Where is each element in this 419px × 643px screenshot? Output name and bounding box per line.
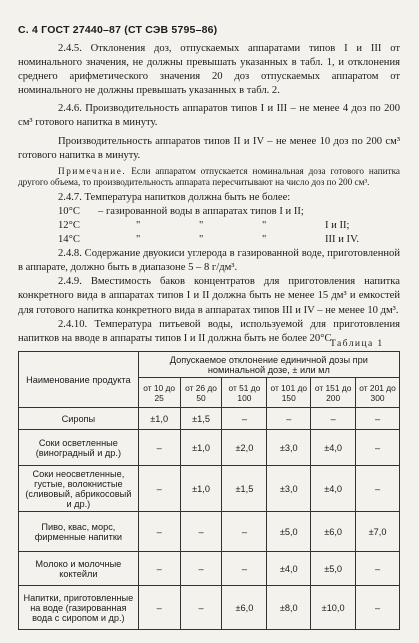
column-header-range: от 10 до 25 bbox=[138, 378, 180, 408]
deviation-cell: – bbox=[356, 466, 400, 512]
paragraph-2-4-6b: Производительность аппаратов типов II и IV – не менее 10 доз по 200 см³ готового напитка в минуту. bbox=[18, 135, 400, 161]
product-name: Пиво, квас, морс, фирменные напитки bbox=[19, 512, 139, 552]
column-header-range: от 51 до 100 bbox=[222, 378, 267, 408]
table-row bbox=[19, 430, 400, 466]
deviation-cell: ±3,0 bbox=[267, 430, 311, 466]
deviation-cell: ±7,0 bbox=[356, 512, 400, 552]
temperature-value: 10°С bbox=[58, 205, 80, 217]
temperature-types: I и II; bbox=[325, 219, 350, 231]
column-header-range: от 101 до 150 bbox=[267, 378, 311, 408]
temperature-row bbox=[18, 205, 400, 219]
deviation-cell: – bbox=[222, 512, 267, 552]
deviation-cell: ±6,0 bbox=[222, 586, 267, 630]
column-header-deviation: Допускаемое отклонение единичной дозы при номинальной дозе, ± или мл bbox=[138, 352, 399, 378]
paragraph-2-4-5: 2.4.5. Отклонения доз, отпускаемых аппаратами типов I и III от номинального значения, не должны превышать указанных в табл. 1, и отклонения среднего арифметического значения 20 доз отпускаемых аппаратом от номинального не должны превышать указанных в табл. 2. bbox=[18, 43, 400, 97]
deviation-cell: ±4,0 bbox=[311, 466, 356, 512]
ditto-mark: " bbox=[262, 219, 267, 231]
paragraph-2-4-6 bbox=[18, 102, 400, 130]
table-header-row bbox=[19, 352, 400, 378]
paragraph-2-4-10: 2.4.10. Температура питьевой воды, используемой для приготовления напитков на вводе в аппараты типов I и II должна быть не более 20°С. bbox=[18, 318, 400, 344]
deviation-cell: ±8,0 bbox=[267, 586, 311, 630]
temperature-value: 14°С bbox=[58, 234, 80, 246]
ditto-mark: " bbox=[136, 234, 141, 246]
product-name: Напитки, приготовленные на воде (газированная вода с сиропом и др.) bbox=[19, 586, 139, 630]
product-name: Молоко и молочные коктейли bbox=[19, 552, 139, 586]
note-text: Если аппаратом отпускается номинальная доза готового напитка другого объема, то производительность аппарата пересчитывают на число доз по 200 см³. bbox=[18, 165, 400, 188]
note bbox=[18, 166, 400, 189]
document-body bbox=[18, 42, 400, 346]
temperature-row bbox=[18, 233, 400, 247]
ditto-mark: " bbox=[262, 234, 267, 246]
table-caption: Таблица 1 bbox=[330, 338, 384, 349]
temperature-desc: – газированной воды в аппаратах типов I и II; bbox=[98, 205, 304, 217]
deviation-cell: – bbox=[180, 512, 222, 552]
table-row bbox=[19, 408, 400, 430]
paragraph-2-4-8: 2.4.8. Содержание двуокиси углерода в газированной воде, приготовленной в аппарате, должно быть в диапазоне 5 – 8 г/дм³. bbox=[18, 248, 400, 274]
deviation-cell: ±5,0 bbox=[311, 552, 356, 586]
ditto-mark: " bbox=[199, 219, 204, 231]
temperature-desc bbox=[98, 233, 400, 247]
deviation-cell: ±2,0 bbox=[222, 430, 267, 466]
deviation-cell: ±1,5 bbox=[180, 408, 222, 430]
temperature-row bbox=[18, 219, 400, 233]
deviation-cell: – bbox=[356, 586, 400, 630]
deviation-cell: – bbox=[356, 552, 400, 586]
deviation-cell: ±1,5 bbox=[222, 466, 267, 512]
note-lead: Примечание. bbox=[58, 165, 127, 176]
deviation-cell: ±1,0 bbox=[180, 430, 222, 466]
deviation-cell: – bbox=[356, 430, 400, 466]
deviation-cell: ±3,0 bbox=[267, 466, 311, 512]
column-header-range: от 151 до 200 bbox=[311, 378, 356, 408]
temperature-types: III и IV. bbox=[325, 234, 360, 246]
product-name: Соки осветленные (виноградный и др.) bbox=[19, 430, 139, 466]
deviation-cell: – bbox=[356, 408, 400, 430]
paragraph-2-4-7: 2.4.7. Температура напитков должна быть не более: bbox=[58, 191, 291, 203]
deviation-cell: ±6,0 bbox=[311, 512, 356, 552]
deviation-cell: ±4,0 bbox=[311, 430, 356, 466]
deviation-cell: – bbox=[180, 586, 222, 630]
deviation-cell: ±5,0 bbox=[267, 512, 311, 552]
table-row bbox=[19, 512, 400, 552]
temperature-desc bbox=[98, 219, 400, 233]
ditto-mark: " bbox=[136, 219, 141, 231]
deviation-cell: ±1,0 bbox=[138, 408, 180, 430]
deviation-cell: – bbox=[138, 586, 180, 630]
paragraph-2-4-9: 2.4.9. Вместимость баков концентратов для приготовления напитка конкретного вида в аппаратах типов I и II должна быть не менее 15 дм³ и емкостей для готового напитка конкретного вида в аппаратах типов III и IV – не менее 10 дм³. bbox=[18, 276, 400, 316]
product-name: Соки неосветленные, густые, волокнистые (сливовый, абрикосовый и др.) bbox=[19, 466, 139, 512]
column-header-range: от 26 до 50 bbox=[180, 378, 222, 408]
table-row bbox=[19, 552, 400, 586]
deviation-table bbox=[18, 351, 400, 630]
deviation-cell: ±10,0 bbox=[311, 586, 356, 630]
product-name: Сиропы bbox=[19, 408, 139, 430]
deviation-cell: – bbox=[138, 552, 180, 586]
column-header-product: Наименование продукта bbox=[19, 352, 139, 408]
deviation-cell: – bbox=[138, 466, 180, 512]
deviation-cell: – bbox=[222, 408, 267, 430]
deviation-cell: ±4,0 bbox=[267, 552, 311, 586]
deviation-cell: – bbox=[138, 430, 180, 466]
deviation-cell: – bbox=[222, 552, 267, 586]
table-row bbox=[19, 586, 400, 630]
temperature-value: 12°С bbox=[58, 219, 80, 231]
table-row bbox=[19, 466, 400, 512]
page-header: С. 4 ГОСТ 27440–87 (СТ СЭВ 5795–86) bbox=[18, 24, 218, 36]
paragraph-2-4-6-text: 2.4.6. Производительность аппаратов типов I и III – не менее 4 доз по 200 см³ готового напитка в минуту. bbox=[18, 103, 400, 129]
ditto-mark: " bbox=[199, 234, 204, 246]
deviation-cell: ±1,0 bbox=[180, 466, 222, 512]
deviation-cell: – bbox=[138, 512, 180, 552]
deviation-cell: – bbox=[180, 552, 222, 586]
deviation-cell: – bbox=[311, 408, 356, 430]
deviation-cell: – bbox=[267, 408, 311, 430]
column-header-range: от 201 до 300 bbox=[356, 378, 400, 408]
